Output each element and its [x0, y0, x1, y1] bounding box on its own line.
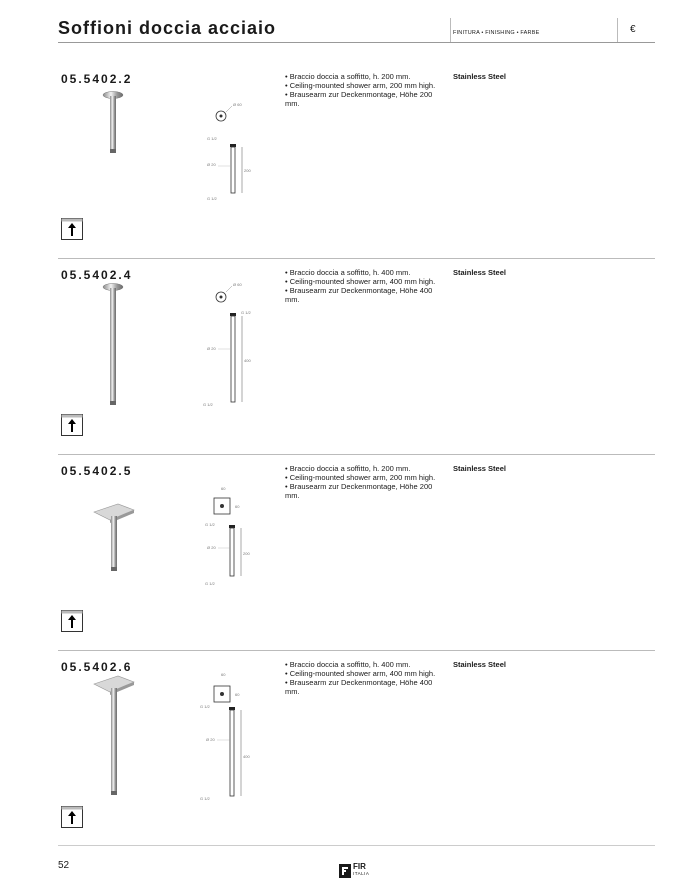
product-section	[58, 650, 655, 846]
product-section	[58, 454, 655, 650]
dim-bottom: G 1/2	[205, 581, 215, 586]
dim-top: G 1/2	[205, 522, 215, 527]
dim-bottom: G 1/2	[203, 402, 213, 407]
technical-drawing	[203, 486, 283, 588]
logo-mark-icon	[339, 864, 351, 878]
product-code: 05.5402.5	[61, 464, 133, 478]
footer-rule	[58, 845, 655, 846]
dim-plate: 60	[221, 486, 226, 491]
dim-diameter: Ø 20	[206, 737, 215, 742]
dim-bottom: G 1/2	[207, 196, 217, 201]
product-code: 05.5402.4	[61, 268, 133, 282]
dim-diameter: Ø 20	[207, 545, 216, 550]
dim-length: 200	[243, 551, 250, 556]
product-description: • Braccio doccia a soffitto, h. 400 mm. • Ceiling-mounted shower arm, 400 mm high. • Brausearm zur Deckenmontage, Höhe 400 mm.	[285, 268, 436, 304]
product-photo	[102, 282, 124, 408]
section-rule	[58, 258, 655, 259]
dim-top: G 1/2	[207, 136, 217, 141]
dim-plate: 60	[221, 672, 226, 677]
dim-top: G 1/2	[200, 704, 210, 709]
dim-plate: Ø 60	[233, 102, 242, 107]
dim-plate-side: 60	[235, 504, 240, 509]
header-rule	[58, 42, 655, 43]
brand-logo	[339, 862, 379, 880]
product-code: 05.5402.2	[61, 72, 133, 86]
dim-plate-side: 60	[235, 692, 240, 697]
technical-drawing	[201, 280, 281, 410]
product-description: • Braccio doccia a soffitto, h. 400 mm. • Ceiling-mounted shower arm, 400 mm high. • Brausearm zur Deckenmontage, Höhe 400 mm.	[285, 660, 436, 696]
price-column-header: €	[630, 24, 636, 35]
dim-diameter: Ø 20	[207, 162, 216, 167]
logo-subtext: ITALIA	[353, 871, 370, 876]
page-header	[58, 18, 655, 42]
dim-bottom: G 1/2	[200, 796, 210, 801]
dim-top: G 1/2	[241, 310, 251, 315]
product-section	[58, 62, 655, 258]
ceiling-mount-icon	[61, 610, 83, 632]
product-photo	[92, 674, 136, 800]
product-description: • Braccio doccia a soffitto, h. 200 mm. • Ceiling-mounted shower arm, 200 mm high. • Brausearm zur Deckenmontage, Höhe 200 mm.	[285, 72, 436, 108]
page-number: 52	[58, 860, 70, 871]
section-rule	[58, 650, 655, 651]
product-finish: Stainless Steel	[453, 660, 506, 669]
dim-plate: Ø 60	[233, 282, 242, 287]
technical-drawing	[198, 672, 282, 804]
column-divider	[617, 18, 618, 42]
dim-length: 200	[244, 168, 251, 173]
ceiling-mount-icon	[61, 806, 83, 828]
product-code: 05.5402.6	[61, 660, 133, 674]
logo-text: FIR	[353, 862, 366, 871]
technical-drawing	[201, 100, 281, 204]
dim-diameter: Ø 20	[207, 346, 216, 351]
ceiling-mount-icon	[61, 414, 83, 436]
product-section	[58, 258, 655, 454]
product-description: • Braccio doccia a soffitto, h. 200 mm. • Ceiling-mounted shower arm, 200 mm high. • Brausearm zur Deckenmontage, Höhe 200 mm.	[285, 464, 436, 500]
product-finish: Stainless Steel	[453, 464, 506, 473]
ceiling-mount-icon	[61, 218, 83, 240]
product-photo	[102, 90, 124, 156]
product-photo	[92, 502, 136, 574]
section-rule	[58, 454, 655, 455]
product-finish: Stainless Steel	[453, 72, 506, 81]
product-finish: Stainless Steel	[453, 268, 506, 277]
page-title: Soffioni doccia acciaio	[58, 18, 277, 38]
dim-length: 400	[244, 358, 251, 363]
finish-column-header: FINITURA • FINISHING • FARBE	[453, 30, 540, 36]
dim-length: 400	[243, 754, 250, 759]
column-divider	[450, 18, 451, 42]
